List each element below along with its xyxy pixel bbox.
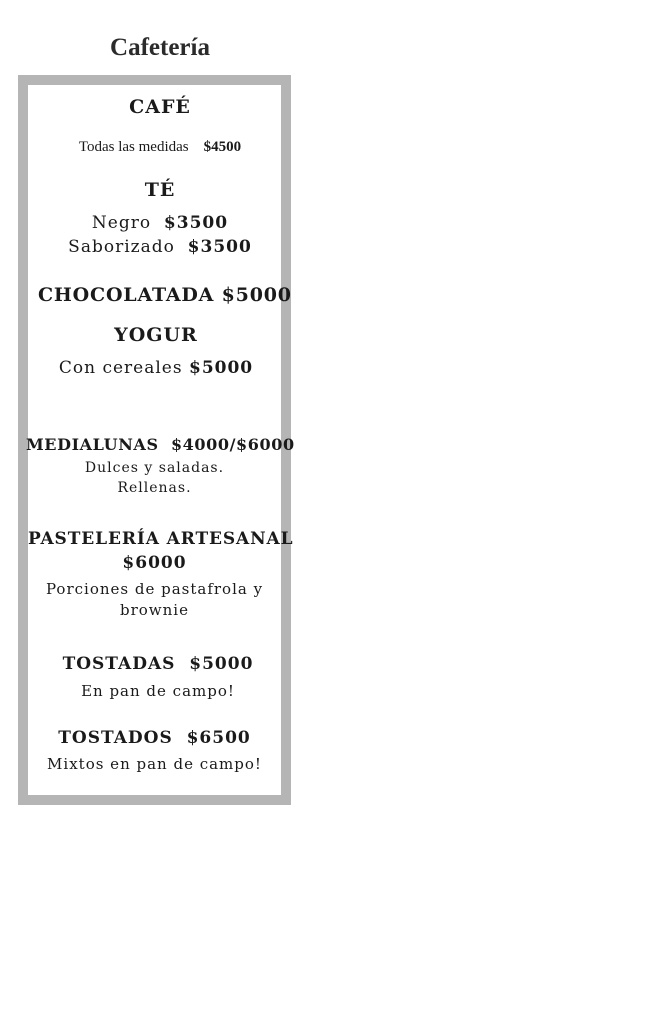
tostadas-heading: TOSTADAS (62, 654, 176, 674)
te-item-price: $3500 (187, 237, 252, 257)
cafe-line (18, 139, 302, 156)
te-heading: TÉ (144, 179, 176, 201)
tostados-desc: Mixtos en pan de campo! (47, 755, 262, 773)
cafe-heading: CAFÉ (129, 96, 191, 118)
cafe-item: Todas las medidas (78, 139, 189, 155)
medialunas-heading: MEDIALUNAS (26, 435, 159, 454)
te-item-price: $3500 (163, 213, 229, 233)
pasteleria-desc-2: brownie (120, 601, 189, 619)
chocolatada-line (38, 284, 292, 306)
yogur-line (14, 358, 298, 378)
pasteleria-heading: PASTELERÍA ARTESANAL (28, 529, 294, 549)
tostadas-line (28, 654, 288, 674)
pasteleria-desc-1: Porciones de pastafrola y (45, 580, 264, 598)
page-title: Cafetería (110, 34, 210, 61)
tostadas-desc: En pan de campo! (81, 682, 235, 700)
tostados-heading: TOSTADOS (58, 728, 173, 748)
te-item-2 (18, 237, 302, 257)
chocolatada-price: $5000 (221, 284, 292, 306)
medialunas-line (26, 435, 295, 454)
pasteleria-price: $6000 (122, 553, 187, 573)
cafe-price: $4500 (203, 139, 242, 155)
medialunas-desc-1: Dulces y saladas. (84, 460, 225, 476)
te-item-name: Saborizado (68, 237, 175, 257)
yogur-heading: YOGUR (114, 324, 198, 346)
medialunas-price: $4000/$6000 (170, 435, 295, 454)
yogur-item: Con cereales (58, 358, 183, 378)
te-item-name: Negro (91, 213, 152, 233)
chocolatada-heading: CHOCOLATADA (38, 284, 215, 306)
te-item-1 (18, 213, 302, 233)
tostadas-price: $5000 (189, 654, 254, 674)
medialunas-desc-2: Rellenas. (117, 480, 192, 496)
tostados-line (28, 728, 281, 748)
tostados-price: $6500 (186, 728, 251, 748)
yogur-price: $5000 (188, 358, 254, 378)
